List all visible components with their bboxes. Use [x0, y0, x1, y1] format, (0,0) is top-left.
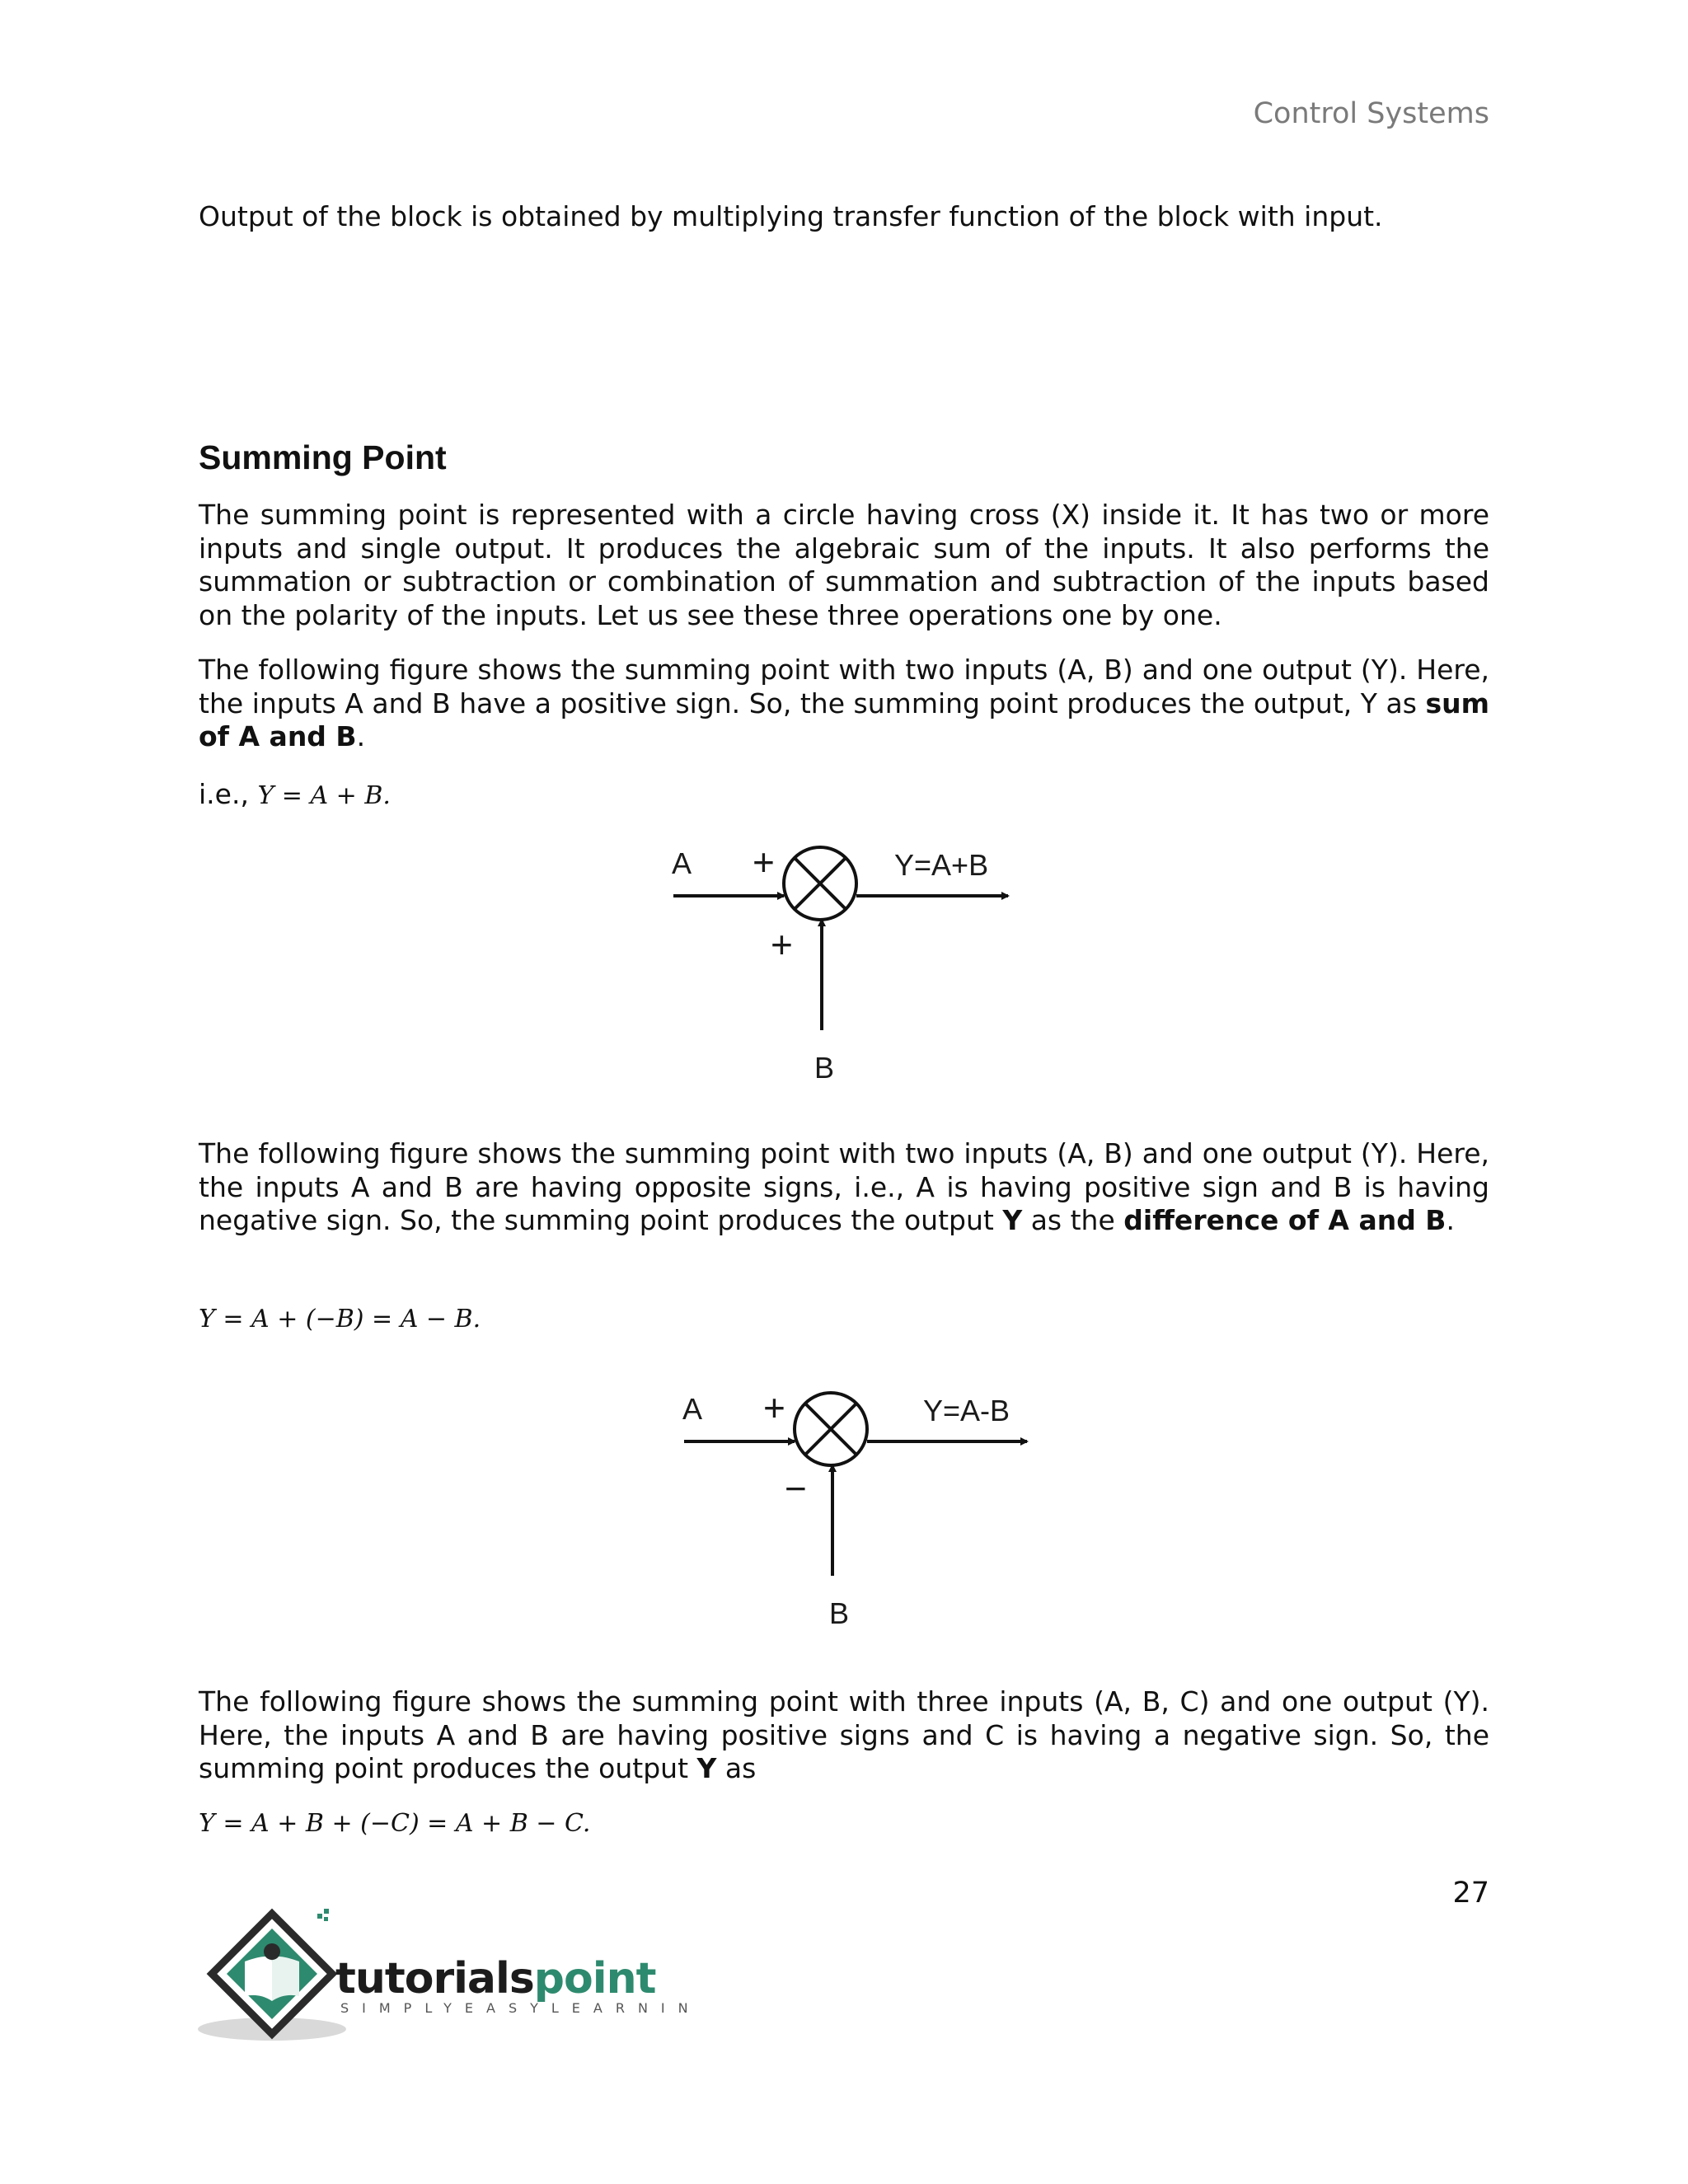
paragraph-2: [199, 654, 1489, 754]
equation-2: [199, 1305, 1489, 1333]
equation-3-end: .: [582, 1809, 591, 1838]
logo-emblem: [212, 1909, 332, 2034]
paragraph-2-bold: sum of A and B: [199, 687, 1489, 752]
section-heading: Summing Point: [199, 438, 447, 476]
page-number: 27: [1452, 1877, 1489, 1910]
paragraph-3: [199, 1137, 1489, 1238]
input-a-sign: +: [753, 841, 775, 883]
paragraph-3-end: .: [1446, 1204, 1455, 1236]
summing-junction: [795, 1393, 867, 1465]
input-b-label: B: [829, 1596, 850, 1630]
paragraph-1-text: The summing point is represented with a circle having cross (X) inside it. It has two or more inputs and single output. It produces the algebraic sum of the inputs. It also performs the summation or subtraction or combination of summation and subtraction of the inputs based on the polarity of the inputs. Let us see these three operations one by one.: [199, 499, 1489, 631]
logo-tagline: SIMPLYEASYLEARNING: [340, 2000, 688, 2016]
equation-1: [199, 778, 1489, 812]
paragraph-4-bold-y: Y: [696, 1752, 717, 1784]
equation-1-prefix: i.e.,: [199, 778, 258, 810]
paragraph-3-bold-y: Y: [1002, 1204, 1023, 1236]
equation-3-formula: Y = A + B + (−C) = A + B − C: [199, 1809, 583, 1838]
logo-wordmark: [335, 1954, 656, 2004]
paragraph-4-end: as: [716, 1752, 757, 1784]
paragraph-4: [199, 1685, 1489, 1786]
input-b-sign: +: [771, 923, 793, 966]
input-b-sign: −: [785, 1467, 807, 1510]
equation-1-end: .: [382, 781, 391, 810]
logo-word-tutorials: tutorials: [335, 1954, 534, 2004]
intro-text: Output of the block is obtained by multiplying transfer function of the block with input.: [199, 200, 1383, 232]
paragraph-2-end: .: [356, 720, 366, 752]
running-header: Control Systems: [1253, 97, 1489, 130]
equation-1-formula: Y = A + B: [257, 781, 383, 810]
equation-3: [199, 1809, 1489, 1838]
paragraph-2-text: The following figure shows the summing point with two inputs (A, B) and one output (Y). Here, the inputs A and B have a positive sign. So, the summing point produces the output, Y as: [199, 654, 1489, 719]
summing-junction: [784, 847, 856, 920]
input-a-label: A: [682, 1392, 703, 1426]
input-a-sign: +: [763, 1386, 785, 1429]
logo-word-point: point: [533, 1954, 656, 2004]
summing-point-diagram-1: [663, 832, 1026, 1088]
paragraph-4-text: The following figure shows the summing point with three inputs (A, B, C) and one output (Y). Here, the inputs A and B are having positive signs and C is having a negative sign. So, the summing point produces the output: [199, 1685, 1489, 1784]
paragraph-3-text: The following figure shows the summing point with two inputs (A, B) and one output (Y). Here, the inputs A and B are having opposite signs, i.e., A is having positive sign and B is having negative sign. So, the summing point produces the output: [199, 1137, 1489, 1236]
input-b-label: B: [814, 1051, 835, 1085]
output-label: Y=A+B: [894, 848, 989, 882]
summing-point-diagram-2: [674, 1378, 1037, 1633]
paragraph-3-bold-diff: difference of A and B: [1123, 1204, 1447, 1236]
equation-2-formula: Y = A + (−B) = A − B: [199, 1305, 473, 1333]
tutorialspoint-logo: [194, 1904, 688, 2055]
input-a-label: A: [672, 846, 692, 880]
equation-2-end: .: [472, 1305, 481, 1333]
paragraph-3-mid: as the: [1022, 1204, 1124, 1236]
intro-paragraph: [199, 200, 1489, 234]
paragraph-1: [199, 499, 1489, 632]
output-label: Y=A-B: [923, 1394, 1010, 1427]
